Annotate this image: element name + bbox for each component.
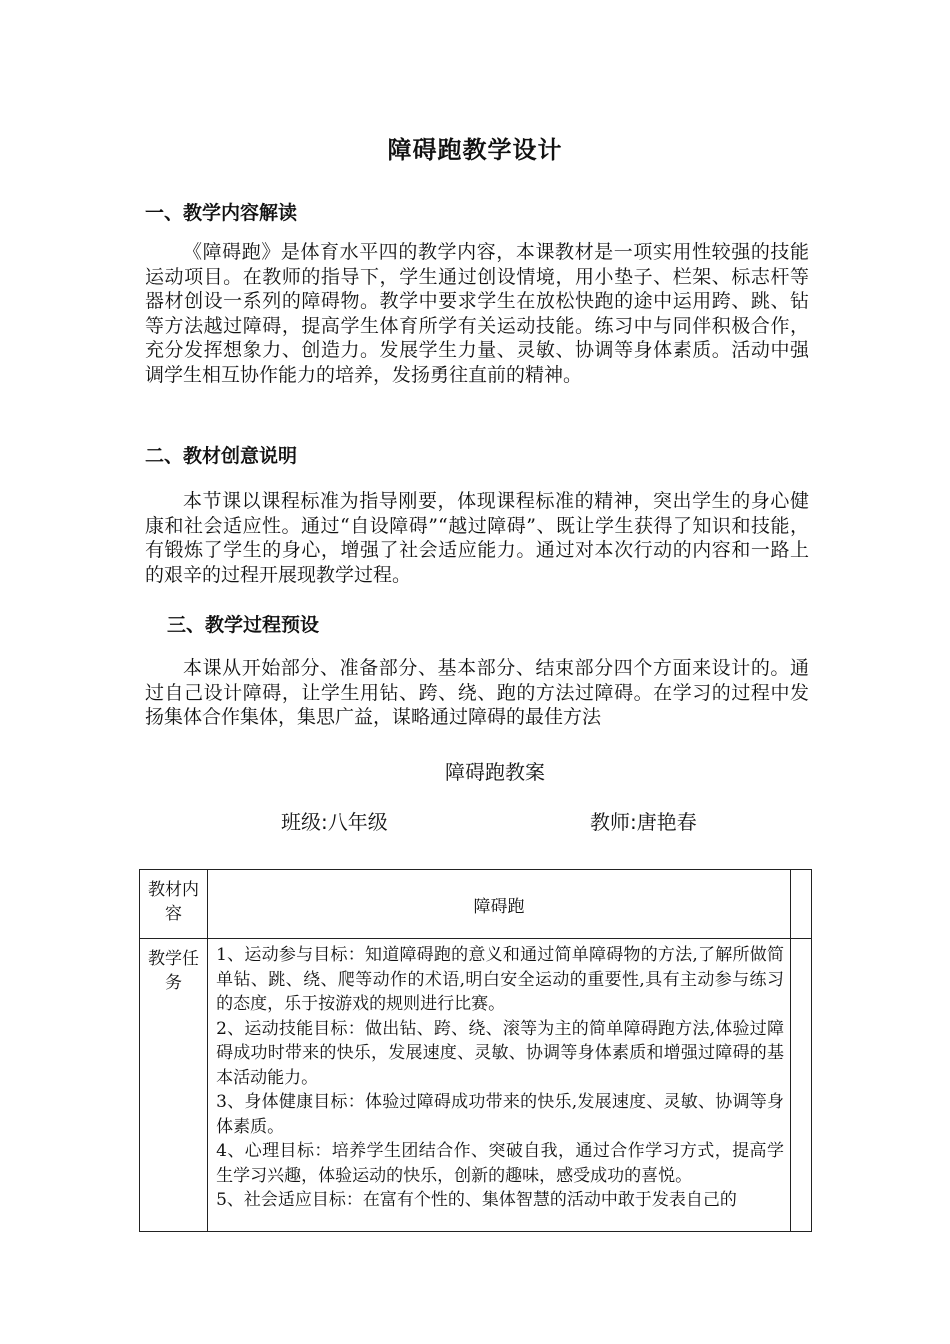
section-heading-3: 三、教学过程预设 — [167, 614, 320, 636]
section-body-3: 本课从开始部分、准备部分、基本部分、结束部分四个方面来设计的。通过自己设计障碍，让学生用钻、跨、绕、跑的方法过障碍。在学习的过程中发扬集体合作集体，集思广益，谋略通过障碍的最佳方法 — [145, 657, 809, 728]
lesson-plan-title: 障碍跑教案 — [445, 760, 545, 784]
section-body-1: 《障碍跑》是体育水平四的教学内容，本课教材是一项实用性较强的技能运动项目。在教师的指导下，学生通过创设情境，用小垫子、栏架、标志杆等器材创设一系列的障碍物。教学中要求学生在放松快跑的途中运用跨、跳、钻等方法越过障碍，提高学生体育所学有关运动技能。练习中与同伴积极合作，充分发挥想象力、创造力。发展学生力量、灵敏、协调等身体素质。活动中强调学生相互协作能力的培养，发扬勇往直前的精神。 — [145, 241, 809, 386]
task-cell — [208, 939, 791, 1232]
row-label-content: 教材内容 — [140, 870, 208, 939]
section-heading-1: 一、教学内容解读 — [145, 202, 298, 224]
row-value-content: 障碍跑 — [208, 870, 791, 939]
table-row — [140, 939, 812, 1232]
section-heading-2: 二、教材创意说明 — [145, 445, 298, 467]
empty-cell — [790, 939, 811, 1232]
empty-cell — [790, 870, 811, 939]
task-item: 3、身体健康目标：体验过障碍成功带来的快乐,发展速度、灵敏、协调等身体素质。 — [216, 1092, 784, 1137]
section-body-2: 本节课以课程标准为指导刚要，体现课程标准的精神，突出学生的身心健康和社会适应性。通过“自设障碍”“越过障碍”、既让学生获得了知识和技能，有锻炼了学生的身心，增强了社会适应能力。通过对本次行动的内容和一路上的艰辛的过程开展现教学过程。 — [145, 490, 809, 586]
task-item: 2、运动技能目标：做出钻、跨、绕、滚等为主的简单障碍跑方法,体验过障碍成功时带来的快乐，发展速度、灵敏、协调等身体素质和增强过障碍的基本活动能力。 — [216, 1018, 784, 1088]
teacher-label: 教师:唐艳春 — [590, 810, 697, 834]
task-item: 5、社会适应目标：在富有个性的、集体智慧的活动中敢于发表自己的 — [216, 1190, 737, 1210]
task-item: 4、心理目标：培养学生团结合作、突破自我，通过合作学习方式，提高学生学习兴趣，体验运动的快乐，创新的趣味，感受成功的喜悦。 — [216, 1141, 784, 1186]
task-item: 1、运动参与目标：知道障碍跑的意义和通过简单障碍物的方法,了解所做简单钻、跳、绕、爬等动作的术语,明白安全运动的重要性,具有主动参与练习的态度，乐于按游戏的规则进行比赛。 — [216, 945, 784, 1014]
row-label-tasks: 教学任务 — [140, 939, 208, 1232]
task-list — [208, 939, 790, 1223]
lesson-plan-table — [139, 869, 812, 1232]
class-label: 班级:八年级 — [281, 810, 388, 834]
document-title: 障碍跑教学设计 — [387, 136, 563, 164]
table-row — [140, 870, 812, 939]
